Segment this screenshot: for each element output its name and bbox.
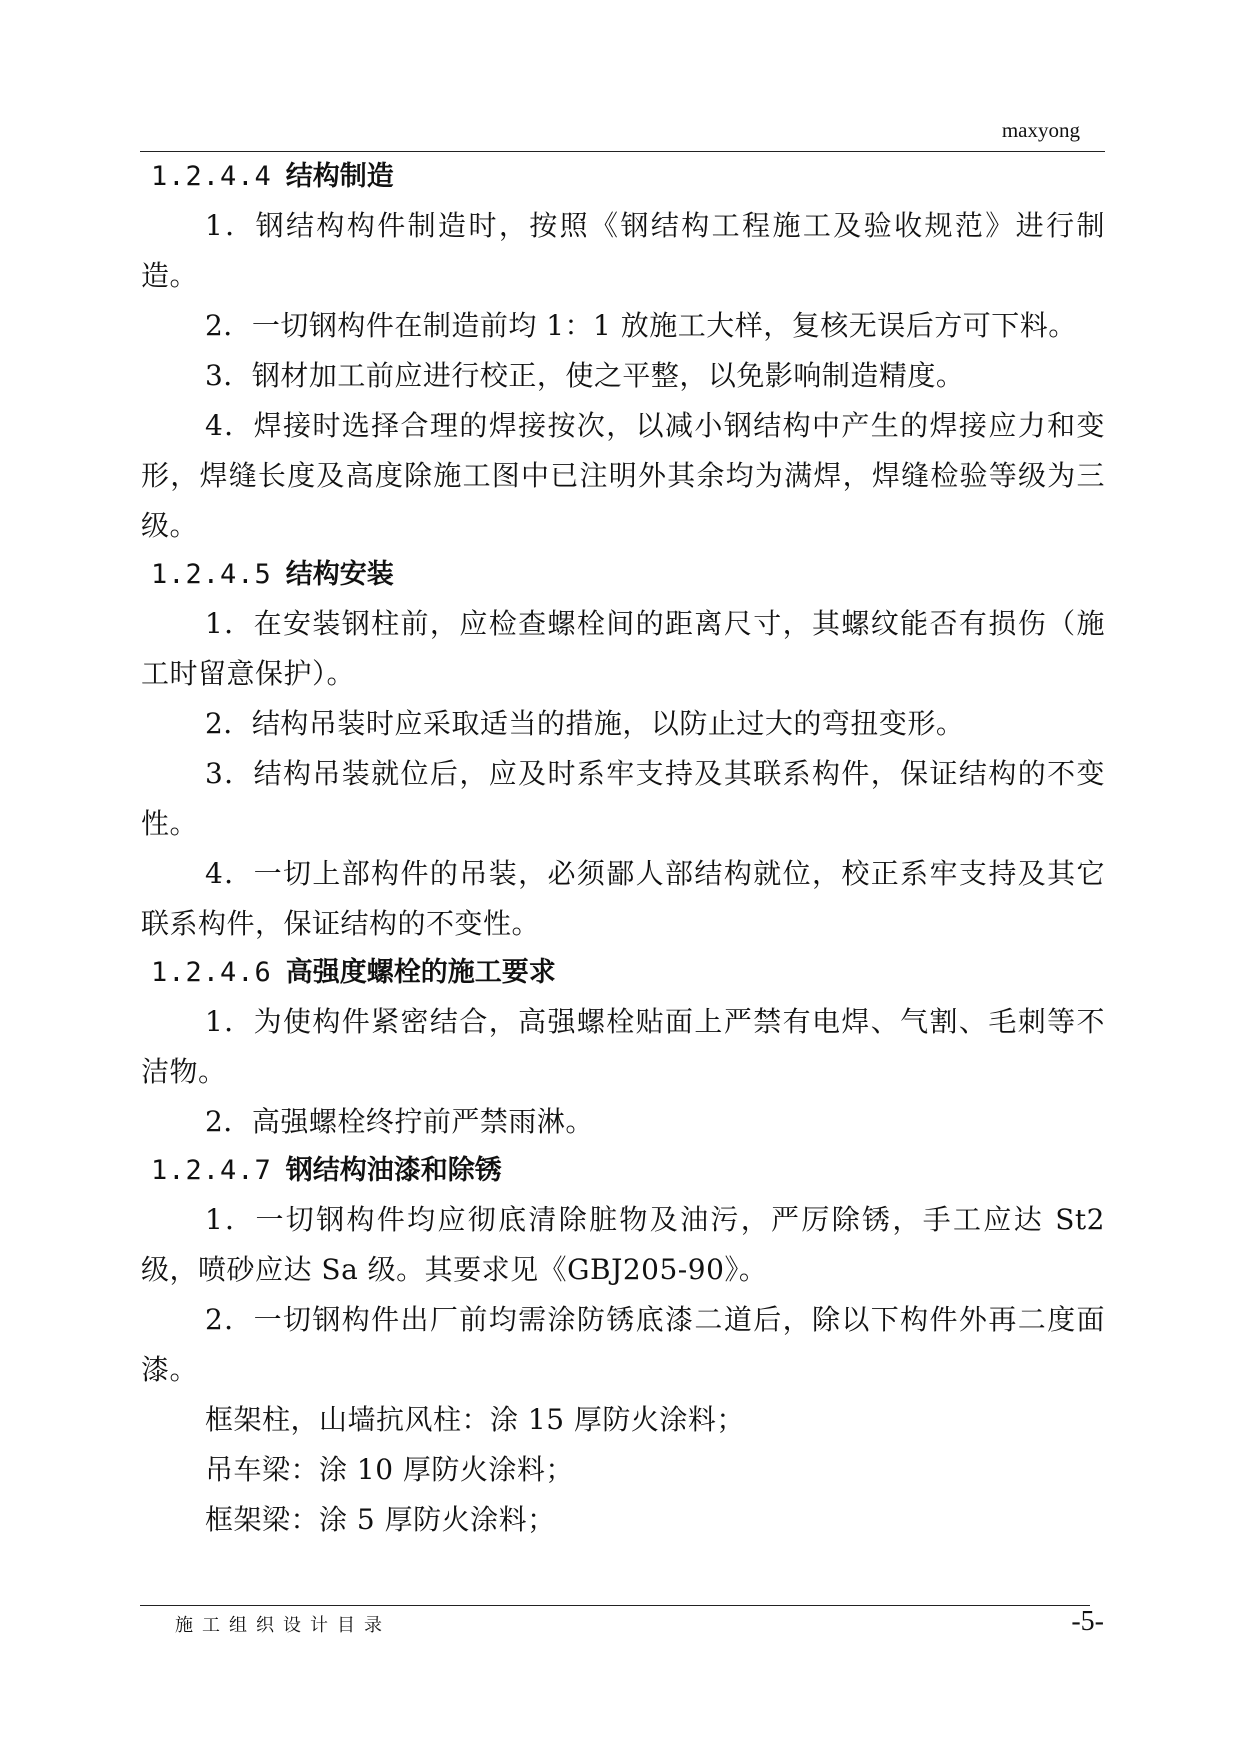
paragraph: 3．结构吊装就位后，应及时系牢支持及其联系构件，保证结构的不变性。	[141, 757, 1105, 840]
paragraph: 1．钢结构构件制造时，按照《钢结构工程施工及验收规范》进行制造。	[141, 209, 1105, 292]
paragraph: 框架梁：涂 5 厚防火涂料；	[205, 1503, 556, 1536]
paragraph: 2．结构吊装时应采取适当的措施，以防止过大的弯扭变形。	[205, 707, 965, 740]
header-rule	[140, 151, 1105, 152]
paragraph: 4．一切上部构件的吊装，必须鄙人部结构就位，校正系牢支持及其它联系构件，保证结构的不变性。	[141, 857, 1105, 940]
paragraph: 2．高强螺栓终拧前严禁雨淋。	[205, 1105, 594, 1138]
paragraph: 1．为使构件紧密结合，高强螺栓贴面上严禁有电焊、气割、毛刺等不洁物。	[141, 1005, 1105, 1088]
footer-title: 施工组织设计目录	[175, 1615, 391, 1636]
section-title: 高强度螺栓的施工要求	[285, 957, 556, 988]
section-heading	[141, 949, 1105, 997]
paragraph: 4．焊接时选择合理的焊接按次，以减小钢结构中产生的焊接应力和变形，焊缝长度及高度除施工图中已注明外其余均为满焊，焊缝检验等级为三级。	[141, 409, 1105, 542]
section-heading	[141, 551, 1105, 599]
paragraph: 3．钢材加工前应进行校正，使之平整，以免影响制造精度。	[205, 359, 965, 392]
page-number: -5-	[1071, 1606, 1104, 1637]
header-text: maxyong	[1001, 118, 1080, 142]
section-number: 1.2.4.4	[151, 161, 272, 192]
paragraph: 2．一切钢构件在制造前均 1：1 放施工大样，复核无误后方可下料。	[205, 309, 1077, 342]
footer-rule	[140, 1605, 1090, 1606]
section-number: 1.2.4.6	[151, 957, 272, 988]
paragraph: 框架柱，山墙抗风柱：涂 15 厚防火涂料；	[205, 1403, 745, 1436]
section-number: 1.2.4.7	[151, 1155, 272, 1186]
section-number: 1.2.4.5	[151, 559, 272, 590]
document-body	[141, 153, 1105, 1545]
section-title: 钢结构油漆和除锈	[285, 1155, 502, 1186]
paragraph: 1．在安装钢柱前，应检查螺栓间的距离尺寸，其螺纹能否有损伤（施工时留意保护）。	[141, 607, 1105, 690]
paragraph: 1．一切钢构件均应彻底清除脏物及油污，严厉除锈，手工应达 St2 级，喷砂应达 Sa 级。其要求见《GBJ205-90》。	[141, 1203, 1105, 1286]
paragraph: 吊车梁：涂 10 厚防火涂料；	[205, 1453, 574, 1486]
section-heading	[141, 153, 1105, 201]
section-title: 结构制造	[285, 161, 394, 192]
paragraph: 2．一切钢构件出厂前均需涂防锈底漆二道后，除以下构件外再二度面漆。	[141, 1303, 1105, 1386]
section-title: 结构安装	[285, 559, 394, 590]
section-heading	[141, 1147, 1105, 1195]
